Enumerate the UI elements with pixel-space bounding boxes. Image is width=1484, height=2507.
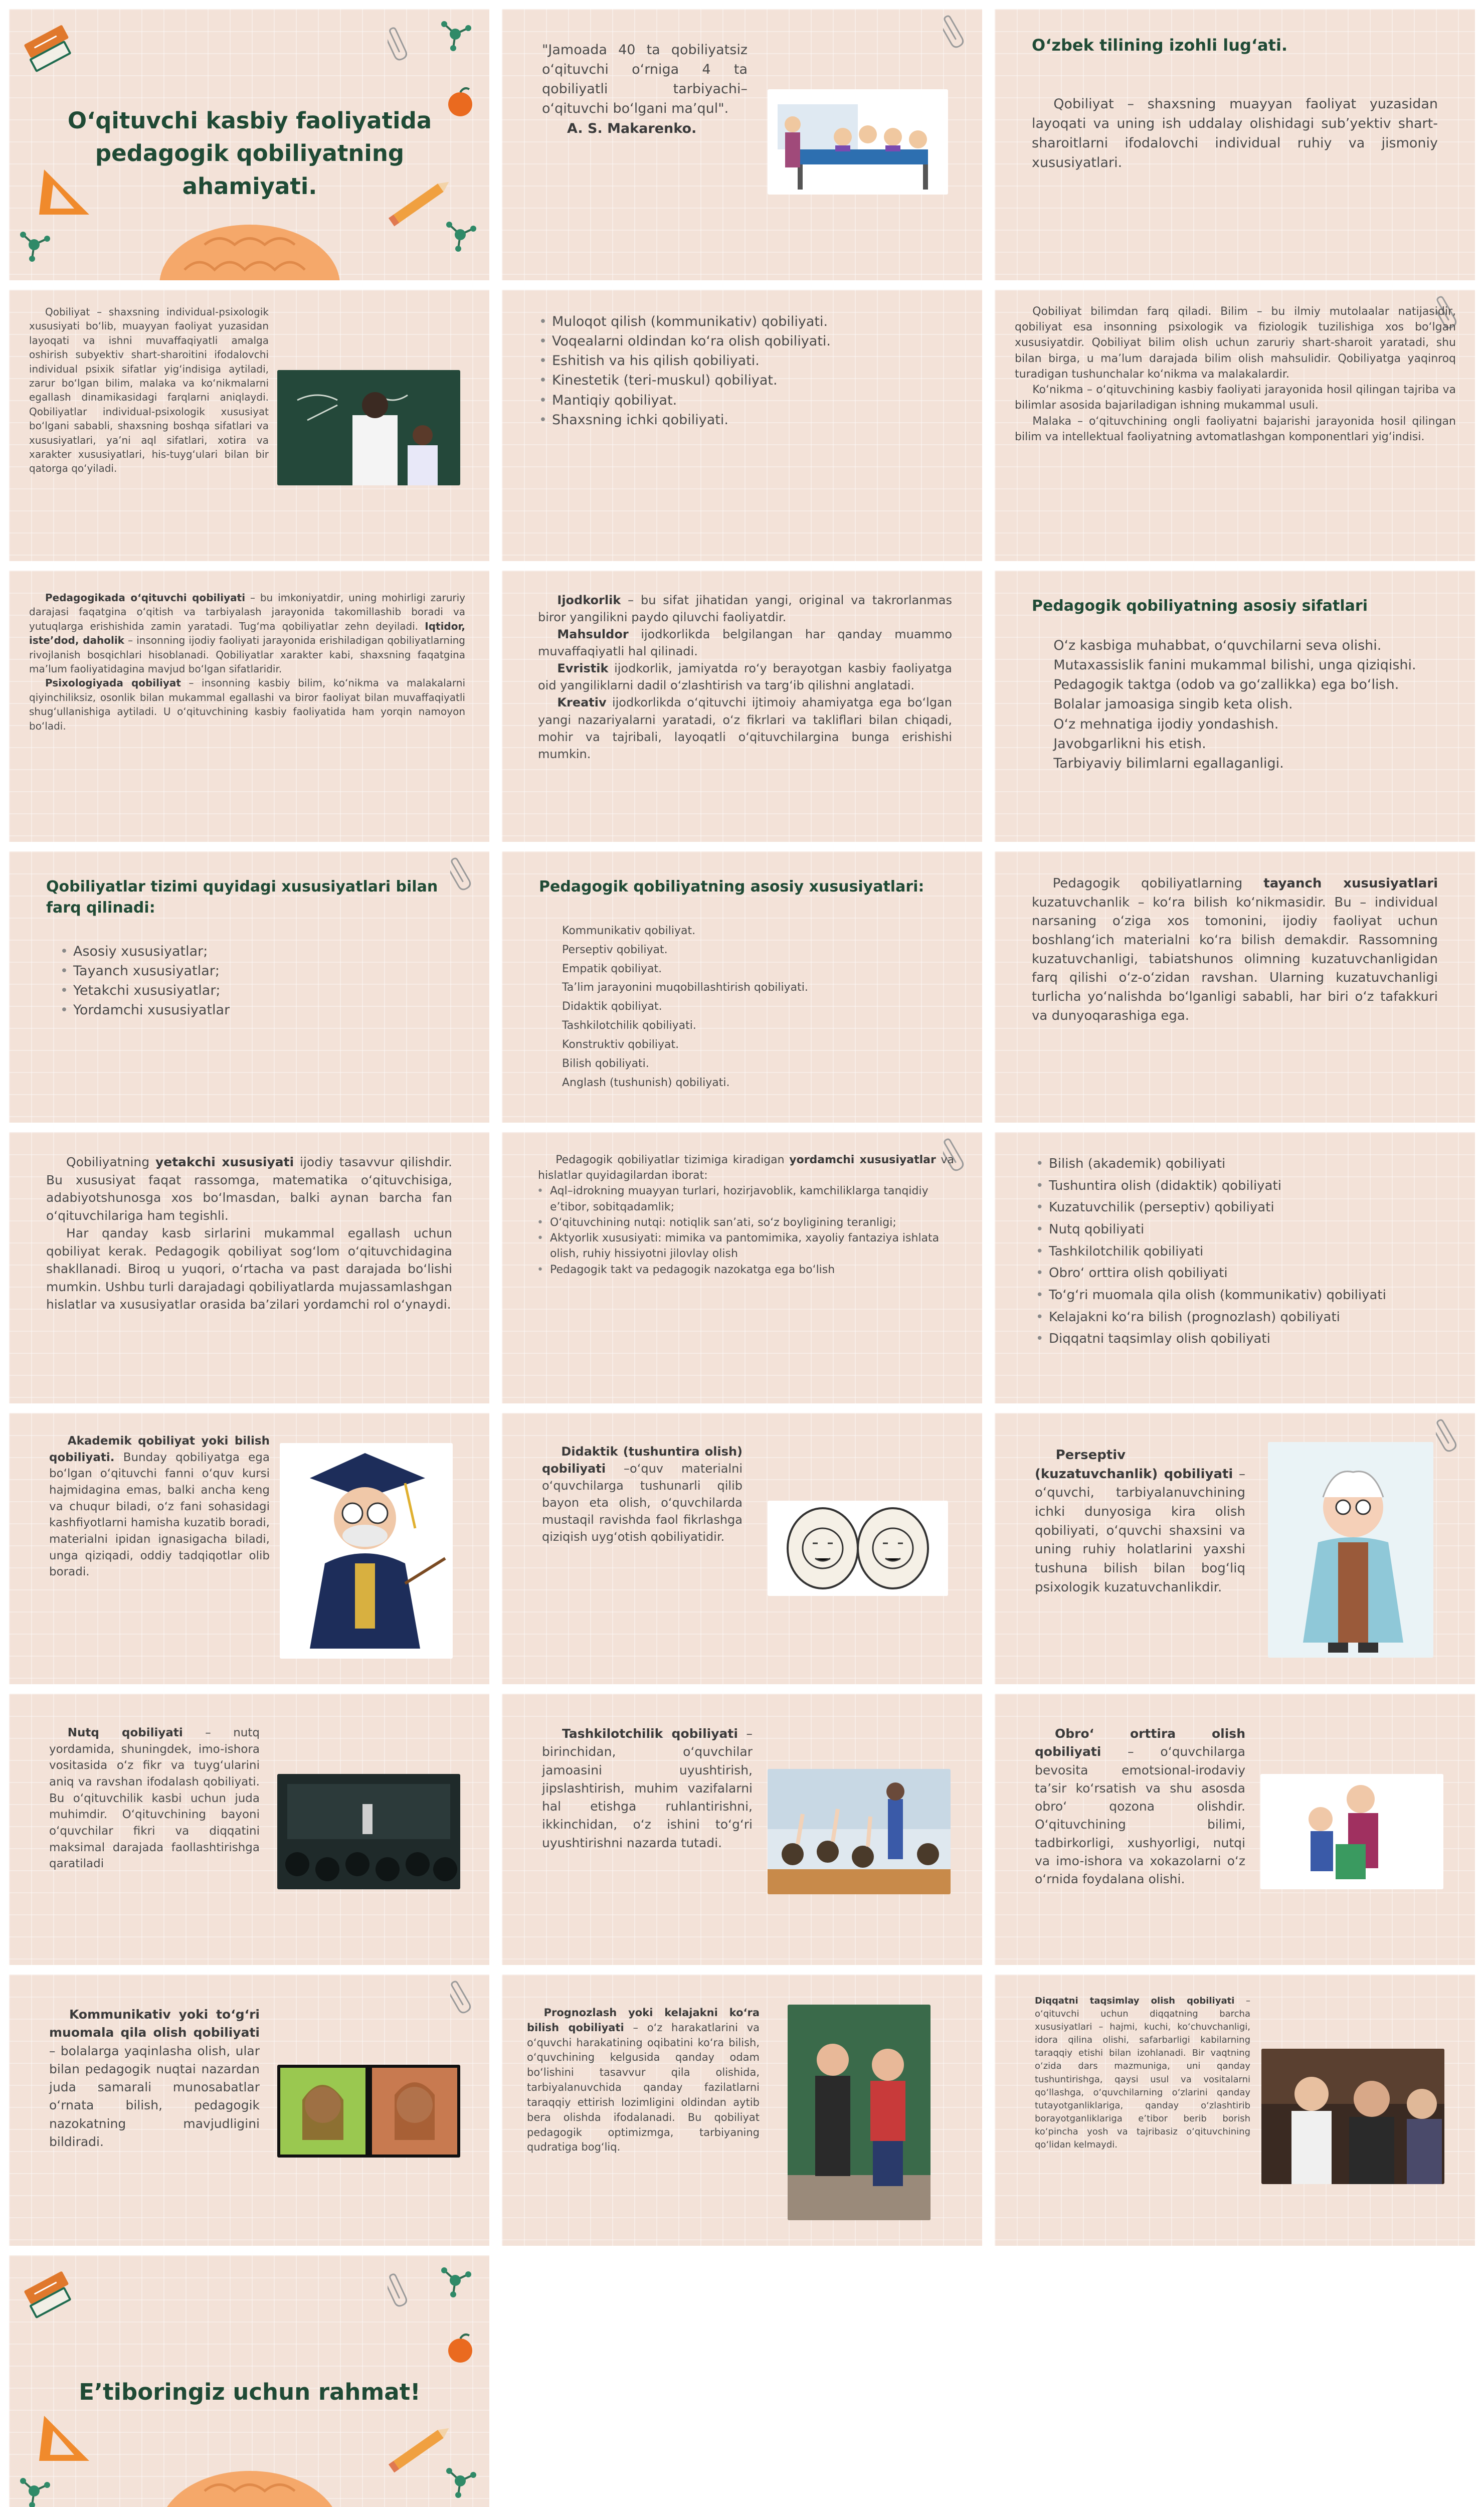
list-item: Ta’lim jarayonini muqobillashtirish qobiliyati. xyxy=(562,981,808,994)
paperclip-icon xyxy=(450,1975,485,2017)
term: Akademik qobiliyat yoki bilish qobiliyati. xyxy=(49,1435,270,1464)
list-item: • Pedagogik takt va pedagogik nazokatga ega bo‘lish xyxy=(550,1262,954,1278)
teachers-photo xyxy=(277,2065,460,2158)
list-item: • Bilish (akademik) qobiliyati xyxy=(1049,1153,1460,1175)
slide-dictionary-definition[interactable] xyxy=(995,9,1475,280)
list-item: • Tashkilotchilik qobiliyati xyxy=(1049,1241,1460,1263)
definition-text: Qobiliyat – shaxsning individual-psixologik xususiyati bo‘lib, muayyan faoliyat yuzasidan layoqati va ishni muvaffaqiyatli amalga oshirish subyektiv shart-sharoitini ifodalovchi individual psixik sifatlar yig‘indisiga aytiladi, zarur bo‘lgan bilim, malaka va ko‘nikmalarni egallash dinamikasidagi farqlarni aniqlaydi. Qobiliyatlar individual-psixologik xususiyat bo‘lgani sababli, shaxsning boshqa sifatlari va xususiyatlari, ya’ni aql sifatlari, xotira va xarakter xususiyatlari, his-tuyg‘ulari bilan bir qatorga qo‘yiladi. xyxy=(29,306,269,475)
slide-ability-system[interactable] xyxy=(9,851,489,1123)
term: Nutq qobiliyati xyxy=(67,1726,183,1739)
list-item: • Shaxsning ichki qobiliyati. xyxy=(552,410,963,430)
paragraph: – o‘quvchi, tarbiyalanuvchining ichki dunyosiga kira olish qobiliyati, o‘quvchi shaxsini va uning ruhiy holatlarini yaxshi tushuna bilish bilan bog‘liq psixologik kuzatuvchanlikdir. xyxy=(1035,1466,1245,1595)
slide-heading: Pedagogik qobiliyatning asosiy sifatlari xyxy=(1032,597,1368,615)
list-item: Pedagogik taktga (odob va go‘zallikka) ega bo‘lish. xyxy=(1053,677,1399,693)
books-icon xyxy=(19,2265,79,2336)
teacher-student-photo xyxy=(788,2005,931,2220)
auxiliary-text xyxy=(538,1152,954,1278)
slide-heading: Qobiliyatlar tizimi quyidagi xususiyatlari bilan farq qilinadi: xyxy=(46,878,438,917)
list-item: • Nutq qobiliyati xyxy=(1049,1219,1460,1241)
core-features-text xyxy=(1032,874,1438,1026)
quote-author: A. S. Makarenko. xyxy=(567,120,697,136)
slide-ability-definition[interactable] xyxy=(9,290,489,561)
ability-text xyxy=(29,591,465,733)
slide-academic-ability[interactable] xyxy=(9,1413,489,1684)
list-item: • O‘qituvchining nutqi: notiqlik san’ati, so‘z boyligining teranligi; xyxy=(550,1215,954,1230)
list-item: • Yordamchi xususiyatlar xyxy=(73,1000,454,1020)
leading-feature-text xyxy=(46,1153,452,1314)
term: Pedagogikada o‘qituvchi qobiliyati xyxy=(45,592,246,604)
definition-text: Qobiliyat – shaxsning muayyan faoliyat yuzasidan layoqati va uning ish uddalay olishidagi sub’yektiv shart-sharoitlarni ifodalovchi individual ruhiy va jismoniy xususiyatlari. xyxy=(1032,96,1438,171)
teacher-student-cartoon xyxy=(1260,1774,1443,1889)
slide-auxiliary-features[interactable] xyxy=(502,1132,982,1403)
presentation-title: O‘qituvchi kasbiy faoliyatida pedagogik qobiliyatning ahamiyati. xyxy=(67,107,432,200)
list-item: Empatik qobiliyat. xyxy=(562,962,662,975)
slide-ability-types[interactable] xyxy=(502,290,982,561)
paragraph: – o‘qituvchi uchun diqqatning barcha xususiyatlari – hajmi, kuchi, ko‘chuvchanligi, idora qilina olishi, safarbarligi kabilarning taraqqiy etishi bilan izohlanadi. Bir vaqtning o‘zida dars mazmuniga, uni qanday tushuntirishga, qaysi usul va vositalarni qo‘llashga, o‘quvchilarning o‘zlarini qanday tutayotganliklariga, qanday o‘zlashtirib borayotganliklariga e’tibor berib borish ko‘pincha yosh va tajribasiz o‘qituvchining qo‘lidan kelmaydi. xyxy=(1035,1996,1250,2151)
paragraph: ijodkorlikda belgilangan har qanday muammo muvaffaqiyatli hal qilinadi. xyxy=(538,627,952,659)
auxiliary-list xyxy=(538,1183,954,1277)
classroom-scene-photo xyxy=(1261,2049,1444,2184)
molecule-icon xyxy=(445,2466,485,2506)
paragraph: Bunday qobiliyatga ega bo‘lgan o‘qituvchi fanni o‘quv kursi hajmidagina emas, balki ancha keng va chuqur biladi, o‘z fani sohasidagi kashfiyotlarni hamisha kuzatib boradi, materialni ipidan ignasigacha biladi, unga qiziqadi, oddiy tadqiqotlar olib boradi. xyxy=(49,1451,270,1579)
scientist-cartoon xyxy=(1268,1442,1433,1658)
molecule-icon xyxy=(440,2265,475,2300)
paragraph: Malaka – o‘qituvchining ongli faoliyatni bajarishi jarayonida hosil qilingan bilim va intellektual faoliyatning avtomatlashgan komponentlari yig‘indisi. xyxy=(1015,415,1456,443)
prognosis-text xyxy=(527,2006,760,2155)
classroom-photo xyxy=(768,1769,951,1894)
paragraph: Ko‘nikma – o‘qituvchining kasbiy faoliyati jarayonida hosil qilingan tajriba va bilimlar asosida bajariladigan ishning mukammal usuli. xyxy=(1015,384,1456,412)
list-item: • Tushuntira olish (didaktik) qobiliyati xyxy=(1049,1175,1460,1197)
list-item: • Kelajakni ko‘ra bilish (prognozlash) qobiliyati xyxy=(1049,1307,1460,1329)
didactic-text xyxy=(542,1443,743,1545)
term: Obro‘ orttira olish qobiliyati xyxy=(1035,1726,1245,1759)
slide-leading-feature[interactable] xyxy=(9,1132,489,1403)
list-item: • Muloqot qilish (kommunikativ) qobiliyati. xyxy=(552,312,963,331)
molecule-icon xyxy=(19,2476,59,2507)
quote-block xyxy=(542,40,748,138)
quote-text: "Jamoada 40 ta qobiliyatsiz o‘qituvchi o‘rniga 4 ta qobiliyatli tarbiyachi–o‘qituvchi bo‘lgani ma’qul". xyxy=(542,42,748,117)
term: tayanch xususiyatlari xyxy=(1263,876,1438,891)
list-item: O‘z kasbiga muhabbat, o‘quvchilarni seva olishi. xyxy=(1053,638,1382,653)
slide-main-qualities[interactable] xyxy=(995,571,1475,842)
paperclip-icon xyxy=(1436,1413,1471,1455)
term: yordamchi xususiyatlar xyxy=(789,1154,936,1166)
list-item: Tarbiyaviy bilimlarni egallaganligi. xyxy=(1053,755,1284,771)
list-item: • Obro‘ orttira olish qobiliyati xyxy=(1049,1263,1460,1285)
paragraph: –o‘quv materialni o‘quvchilarga tushunarli qilib bayon eta olish, o‘quvchilarda mustaqil ravishda faol fikrlashga qiziqish uyg‘otish qobiliyatidir. xyxy=(542,1462,743,1544)
list-item: • Mantiqiy qobiliyat. xyxy=(552,391,963,410)
list-item: Perseptiv qobiliyat. xyxy=(562,943,668,956)
paperclip-icon xyxy=(943,9,978,51)
academic-text xyxy=(49,1433,270,1580)
list-item: Bilish qobiliyati. xyxy=(562,1057,649,1070)
paragraph: – insonning ijodiy faoliyati jarayonida erishiladigan qobiliyatlarning rivojlanish bosqichlari hisoblanadi. Qobiliyatlar xarakter kabi, shaxsning faqatgina ma’lum faoliyatidagina mavjud bo‘lgan sifatlaridir. xyxy=(29,634,465,675)
list-item: Konstruktiv qobiliyat. xyxy=(562,1038,679,1051)
term: Iqtidor, iste’dod, daholik xyxy=(29,620,466,647)
list-item: Tashkilotchilik qobiliyati. xyxy=(562,1019,696,1032)
term: Psixologiyada qobiliyat xyxy=(45,677,181,689)
books-icon xyxy=(19,19,79,89)
molecule-icon xyxy=(445,220,485,260)
term: Kreativ xyxy=(557,695,607,710)
perceptive-text xyxy=(1035,1446,1245,1597)
communicative-text xyxy=(49,2006,260,2151)
molecule-icon xyxy=(440,19,475,54)
list-item: Didaktik qobiliyat. xyxy=(562,1000,662,1013)
creativity-text xyxy=(538,592,952,763)
paragraph: – nutq yordamida, shuningdek, imo-ishora vositasida o‘z fikr va tuyg‘ularini aniq va ravshan ifodalash qobiliyati. Bu o‘qituvchilik kasbi uchun juda muhimdir. O‘qituvchining bayoni o‘quvchilar fikri va diqqatini maksimal darajada faollashtirishga qaratiladi xyxy=(49,1726,260,1871)
term: Kommunikativ yoki to‘g‘ri muomala qila olish qobiliyati xyxy=(49,2007,260,2040)
authority-text xyxy=(1035,1725,1245,1888)
ability-kinds-list xyxy=(1035,1153,1460,1350)
slide-thanks[interactable] xyxy=(9,2255,489,2507)
paragraph: Har qanday kasb sirlarini mukammal egallash uchun qobiliyat kerak. Pedagogik qobiliyat sog‘lom o‘qituvchidagina shakllanadi. Biroq u yuqori, o‘rtacha va past darajada bo‘lishi mumkin. Ushbu turli darajadagi qobiliyatlarda mujassamlashgan hislatlar va xususiyatlar orasida ba’zilari yordamchi rol o‘ynaydi. xyxy=(46,1226,452,1312)
paperclip-icon xyxy=(450,851,485,893)
paragraph: ijodiy tasavvur qilishdir. Bu xususiyat faqat rassomga, matematika o‘qituvchisiga, adabiyotshunosga xos bo‘lmasdan, balki aynan barcha fan o‘qituvchilariga ham tegishli. xyxy=(46,1155,453,1223)
orange-icon xyxy=(445,2331,475,2366)
term: Didaktik (tushuntira olish) qobiliyati xyxy=(542,1445,743,1476)
paragraph: va hislatlar quyidagilardan iborat: xyxy=(538,1154,954,1182)
slide-ability-kinds[interactable] xyxy=(995,1132,1475,1403)
term: Diqqatni taqsimlay olish qobiliyati xyxy=(1035,1996,1235,2006)
set-square-icon xyxy=(34,164,94,220)
paragraph: – bolalarga yaqinlasha olish, ular bilan pedagogik nuqtai nazardan juda samarali munosabatlar o‘rnata bilish, pedagogik nazokatning mavjudligini bildiradi. xyxy=(49,2043,260,2149)
term: yetakchi xususiyati xyxy=(155,1155,294,1169)
list-item: Javobgarlikni his etish. xyxy=(1053,736,1206,752)
list-item: • Voqealarni oldindan ko‘ra olish qobiliyati. xyxy=(552,331,963,351)
list-item: • To‘g‘ri muomala qila olish (kommunikativ) qobiliyati xyxy=(1049,1285,1460,1307)
slide-communicative-ability[interactable] xyxy=(9,1975,489,2246)
list-item: Mutaxassislik fanini mukammal bilishi, unga qiziqishi. xyxy=(1053,657,1416,673)
list-item: • Aql–idrokning muayyan turlari, hozirjavoblik, kamchiliklarga tanqidiy e’tibor, sobitqadamlik; xyxy=(550,1183,954,1214)
paragraph: – bu imkoniyatdir, uning mohirligi zaruriy darajasi faqatgina o‘qitish va tarbiyalash jarayonida takomillashib boradi va yutuqlarga erishishida zamin yaratadi. Tug‘ma qobiliyatlar zehn deyiladi. xyxy=(29,592,466,632)
list-item: O‘z mehnatiga ijodiy yondashish. xyxy=(1053,716,1279,732)
speech-text xyxy=(49,1725,260,1872)
skills-text xyxy=(1015,304,1456,445)
professor-cartoon xyxy=(280,1443,453,1659)
paragraph: – o‘quvchilarga bevosita emotsional-irodaviy ta’sir ko‘rsatish va shu asosda obro‘ qozona olishdir. O‘qituvchining bilimi, tadbirkorligi, xushyorligi, nutqi va imo-ishora va xokazolarni o‘z o‘rnida foydalana olishi. xyxy=(1035,1744,1245,1886)
paragraph: kuzatuvchanlik – ko‘ra bilish ko‘nikmasidir. Bu – individual narsaning o‘ziga xos tomonini, ijodiy faoliyat uchun boshlang‘ich materialni ko‘ra bilish demakdir. Rassomning kuzatuvchanligi, tabiatshunos olimning kuzatuvchanligidan farq qilishi o‘z-o‘zidan ravshan. Ularning kuzatuvchanligi turlicha yo‘nalishda bo‘lganligi sababli, har biri o‘z tafakkuri va dunyoqarashiga ega. xyxy=(1032,894,1438,1023)
slide-main-features[interactable] xyxy=(502,851,982,1123)
paragraph: Pedagogik qobiliyatlar tizimiga kiradigan xyxy=(555,1154,790,1166)
term: Perseptiv (kuzatuvchanlik) qobiliyati xyxy=(1035,1448,1233,1482)
slide-attention-ability[interactable] xyxy=(995,1975,1475,2246)
slide-perceptive-ability[interactable] xyxy=(995,1413,1475,1684)
list-item: • Yetakchi xususiyatlar; xyxy=(73,981,454,1000)
list-item: • Kuzatuvchilik (perseptiv) qobiliyati xyxy=(1049,1197,1460,1219)
list-item: Kommunikativ qobiliyat. xyxy=(562,925,696,937)
slide-core-features[interactable] xyxy=(995,851,1475,1123)
paragraph: Qobiliyatning xyxy=(66,1155,155,1169)
list-item: Anglash (tushunish) qobiliyati. xyxy=(562,1076,730,1089)
paragraph: ijodkorlikda o‘qituvchi ijtimoiy ahamiyatga ega bo‘lgan yangi nazariyalarni yaratadi, o‘z fikrlari va takliflari bilan chiqadi, mohir va tajribali, layoqatli o‘qituvchilargina bunga erishishi mumkin. xyxy=(538,695,952,761)
paragraph: – birinchidan, o‘quvchilar jamoasini uyushtirish, jipslashtirish, muhim vazifalarni hal etishga ruhlantirishni, ikkinchidan, o‘z ishini to‘g‘ri uyushtirishni nazarda tutadi. xyxy=(542,1726,753,1850)
list-item: • Diqqatni taqsimlay olish qobiliyati xyxy=(1049,1328,1460,1350)
slide-title[interactable] xyxy=(9,9,489,280)
features-list xyxy=(59,942,454,1020)
lecture-hall-photo xyxy=(277,1774,460,1889)
qualities-list xyxy=(1032,636,1443,773)
term: Prognozlash yoki kelajakni ko‘ra bilish qobiliyati xyxy=(527,2007,760,2034)
list-item: • Eshitish va his qilish qobiliyati. xyxy=(552,351,963,371)
term: Evristik xyxy=(557,661,609,676)
organizational-text xyxy=(542,1725,753,1852)
brain-icon xyxy=(154,215,345,280)
list-item: • Tayanch xususiyatlar; xyxy=(73,961,454,981)
slide-prognosis-ability[interactable] xyxy=(502,1975,982,2246)
paragraph: Pedagogik qobiliyatlarning xyxy=(1052,876,1264,891)
slide-heading: Pedagogik qobiliyatning asosiy xususiyatlari: xyxy=(539,878,924,896)
orange-icon xyxy=(445,84,475,119)
attention-text xyxy=(1035,1995,1250,2152)
paragraph: ijodkorlik, jamiyatda ro‘y berayotgan kasbiy faoliyatga oid yangiliklarni dadil o‘zlashtirish va targ‘ib qilishni anglatadi. xyxy=(538,661,952,693)
paragraph: – bu sifat jihatidan yangi, original va takrorlanmas biror yangilikni paydo qiluvchi faoliyatdir. xyxy=(538,593,952,625)
paperclip-icon xyxy=(388,2265,423,2310)
list-item: Bolalar jamoasiga singib keta olish. xyxy=(1053,696,1293,712)
term: Tashkilotchilik qobiliyati xyxy=(562,1726,738,1741)
term: Mahsuldor xyxy=(557,627,629,642)
list-item: • Asosiy xususiyatlar; xyxy=(73,942,454,961)
slide-quote[interactable] xyxy=(502,9,982,280)
set-square-icon xyxy=(34,2411,94,2466)
list-item: • Aktyorlik xususiyati: mimika va pantomimika, xayoliy fantaziya ishlata olish, ruhiy hissiyotni jilovlay olish xyxy=(550,1230,954,1262)
thanks-title: E’tiboringiz uchun rahmat! xyxy=(79,2379,421,2405)
slide-authority-ability[interactable] xyxy=(995,1694,1475,1965)
slide-teacher-ability[interactable] xyxy=(9,571,489,842)
paragraph: – o‘z harakatlarini va o‘quvchi harakatining oqibatini ko‘ra bilish, o‘quvchining kelgusida qanday odam bo‘lishini tasavvur qila olishida, tarbiyalanuvchida qanday fazilatlarni taraqqiy ettirish lozimligini oldindan aytib bera olishda ifodalanadi. Bu qobiliyat pedagogik optimizmga, tarbiyaning qudratiga bog‘liq. xyxy=(527,2021,760,2154)
slide-heading: O‘zbek tilining izohli lug‘ati. xyxy=(1032,36,1288,55)
slide-skills[interactable] xyxy=(995,290,1475,561)
slide-didactic-ability[interactable] xyxy=(502,1413,982,1684)
brain-icon xyxy=(154,2461,345,2507)
molecule-icon xyxy=(19,230,59,270)
paragraph: Qobiliyat bilimdan farq qiladi. Bilim – bu ilmiy mutolaalar natijasidir, qobiliyat esa insonning psixologik va fiziologik tuzilishiga xos bo‘lgan xususiyatdir. Qobiliyat bilim olish uchun zaruriy shart-sharoit yaratadi, shu bilan birga, u ma’lum darajada bilim olish mahsulidir. Qobiliyatga yaqinroq turadigan tushunchalar ko‘nikma va malakalardir. xyxy=(1015,305,1456,381)
faces-illustration xyxy=(768,1501,948,1596)
slide-organizational-ability[interactable] xyxy=(502,1694,982,1965)
classroom-illustration xyxy=(768,89,948,195)
teacher-blackboard-photo xyxy=(277,370,460,485)
term: Ijodkorlik xyxy=(557,593,621,607)
paragraph: – insonning kasbiy bilim, ko‘nikma va malakalarni qiyinchiliksiz, osonlik bilan mukammal egallashi va biror faoliyat bilan muvaffaqiyatli shug‘ullanishiga aytiladi. U o‘qituvchining kasbiy faoliyatida ham yorqin namoyon bo‘ladi. xyxy=(29,677,465,732)
slide-creativity[interactable] xyxy=(502,571,982,842)
ability-list xyxy=(538,312,963,430)
slide-speech-ability[interactable] xyxy=(9,1694,489,1965)
features-list xyxy=(562,922,943,1092)
list-item: • Kinestetik (teri-muskul) qobiliyat. xyxy=(552,371,963,390)
paperclip-icon xyxy=(388,19,423,64)
